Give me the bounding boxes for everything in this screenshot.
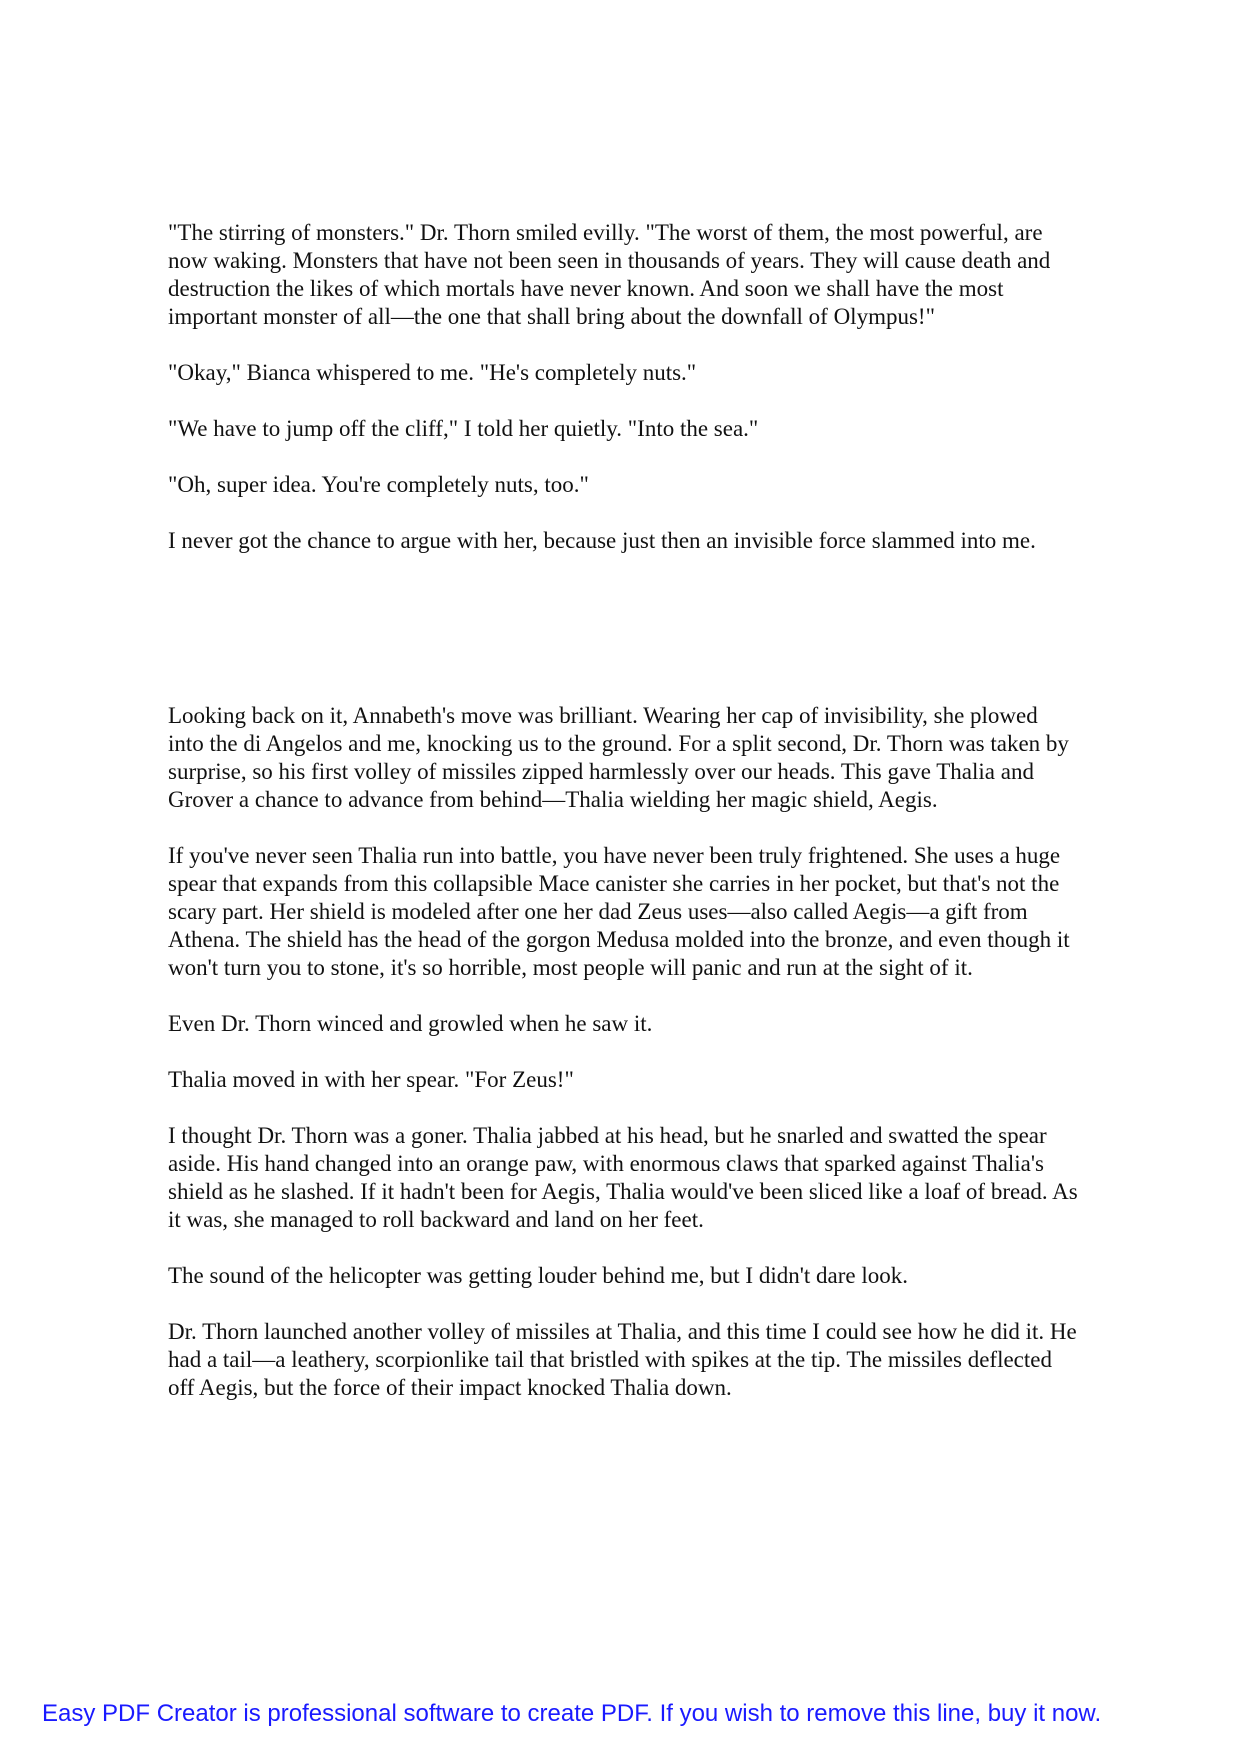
paragraph: "The stirring of monsters." Dr. Thorn smiled evilly. "The worst of them, the most powerful, are now waking. Monsters that have not been seen in thousands of years. They will cause death and destruction the likes of which mortals have never known. And soon we shall have the most important monster of all—the one that shall bring about the downfall of Olympus!": [168, 220, 1051, 329]
paragraph: Thalia moved in with her spear. "For Zeus!": [168, 1067, 574, 1092]
text-section-1: [168, 219, 1078, 583]
paragraph: I thought Dr. Thorn was a goner. Thalia jabbed at his head, but he snarled and swatted the spear aside. His hand changed into an orange paw, with enormous claws that sparked against Thalia's shield as he slashed. If it hadn't been for Aegis, Thalia would've been sliced like a loaf of bread. As it was, she managed to roll backward and land on her feet.: [168, 1123, 1078, 1232]
paragraph: "Okay," Bianca whispered to me. "He's completely nuts.": [168, 360, 697, 385]
paragraph: Dr. Thorn launched another volley of missiles at Thalia, and this time I could see how he did it. He had a tail—a leathery, scorpionlike tail that bristled with spikes at the tip. The missiles deflected off Aegis, but the force of their impact knocked Thalia down.: [168, 1319, 1077, 1400]
paragraph: If you've never seen Thalia run into battle, you have never been truly frightened. She uses a huge spear that expands from this collapsible Mace canister she carries in her pocket, but that's not the scary part. Her shield is modeled after one her dad Zeus uses—also called Aegis—a gift from Athena. The shield has the head of the gorgon Medusa molded into the bronze, and even though it won't turn you to stone, it's so horrible, most people will panic and run at the sight of it.: [168, 843, 1070, 980]
paragraph: "We have to jump off the cliff," I told her quietly. "Into the sea.": [168, 416, 759, 441]
text-section-2: [168, 702, 1078, 1430]
paragraph: Looking back on it, Annabeth's move was brilliant. Wearing her cap of invisibility, she plowed into the di Angelos and me, knocking us to the ground. For a split second, Dr. Thorn was taken by surprise, so his first volley of missiles zipped harmlessly over our heads. This gave Thalia and Grover a chance to advance from behind—Thalia wielding her magic shield, Aegis.: [168, 703, 1069, 812]
pdf-creator-watermark: Easy PDF Creator is professional software to create PDF. If you wish to remove this line, buy it now.: [42, 1700, 1102, 1727]
paragraph: I never got the chance to argue with her, because just then an invisible force slammed into me.: [168, 528, 1036, 553]
paragraph: The sound of the helicopter was getting louder behind me, but I didn't dare look.: [168, 1263, 908, 1288]
paragraph: "Oh, super idea. You're completely nuts, too.": [168, 472, 589, 497]
paragraph: Even Dr. Thorn winced and growled when he saw it.: [168, 1011, 653, 1036]
